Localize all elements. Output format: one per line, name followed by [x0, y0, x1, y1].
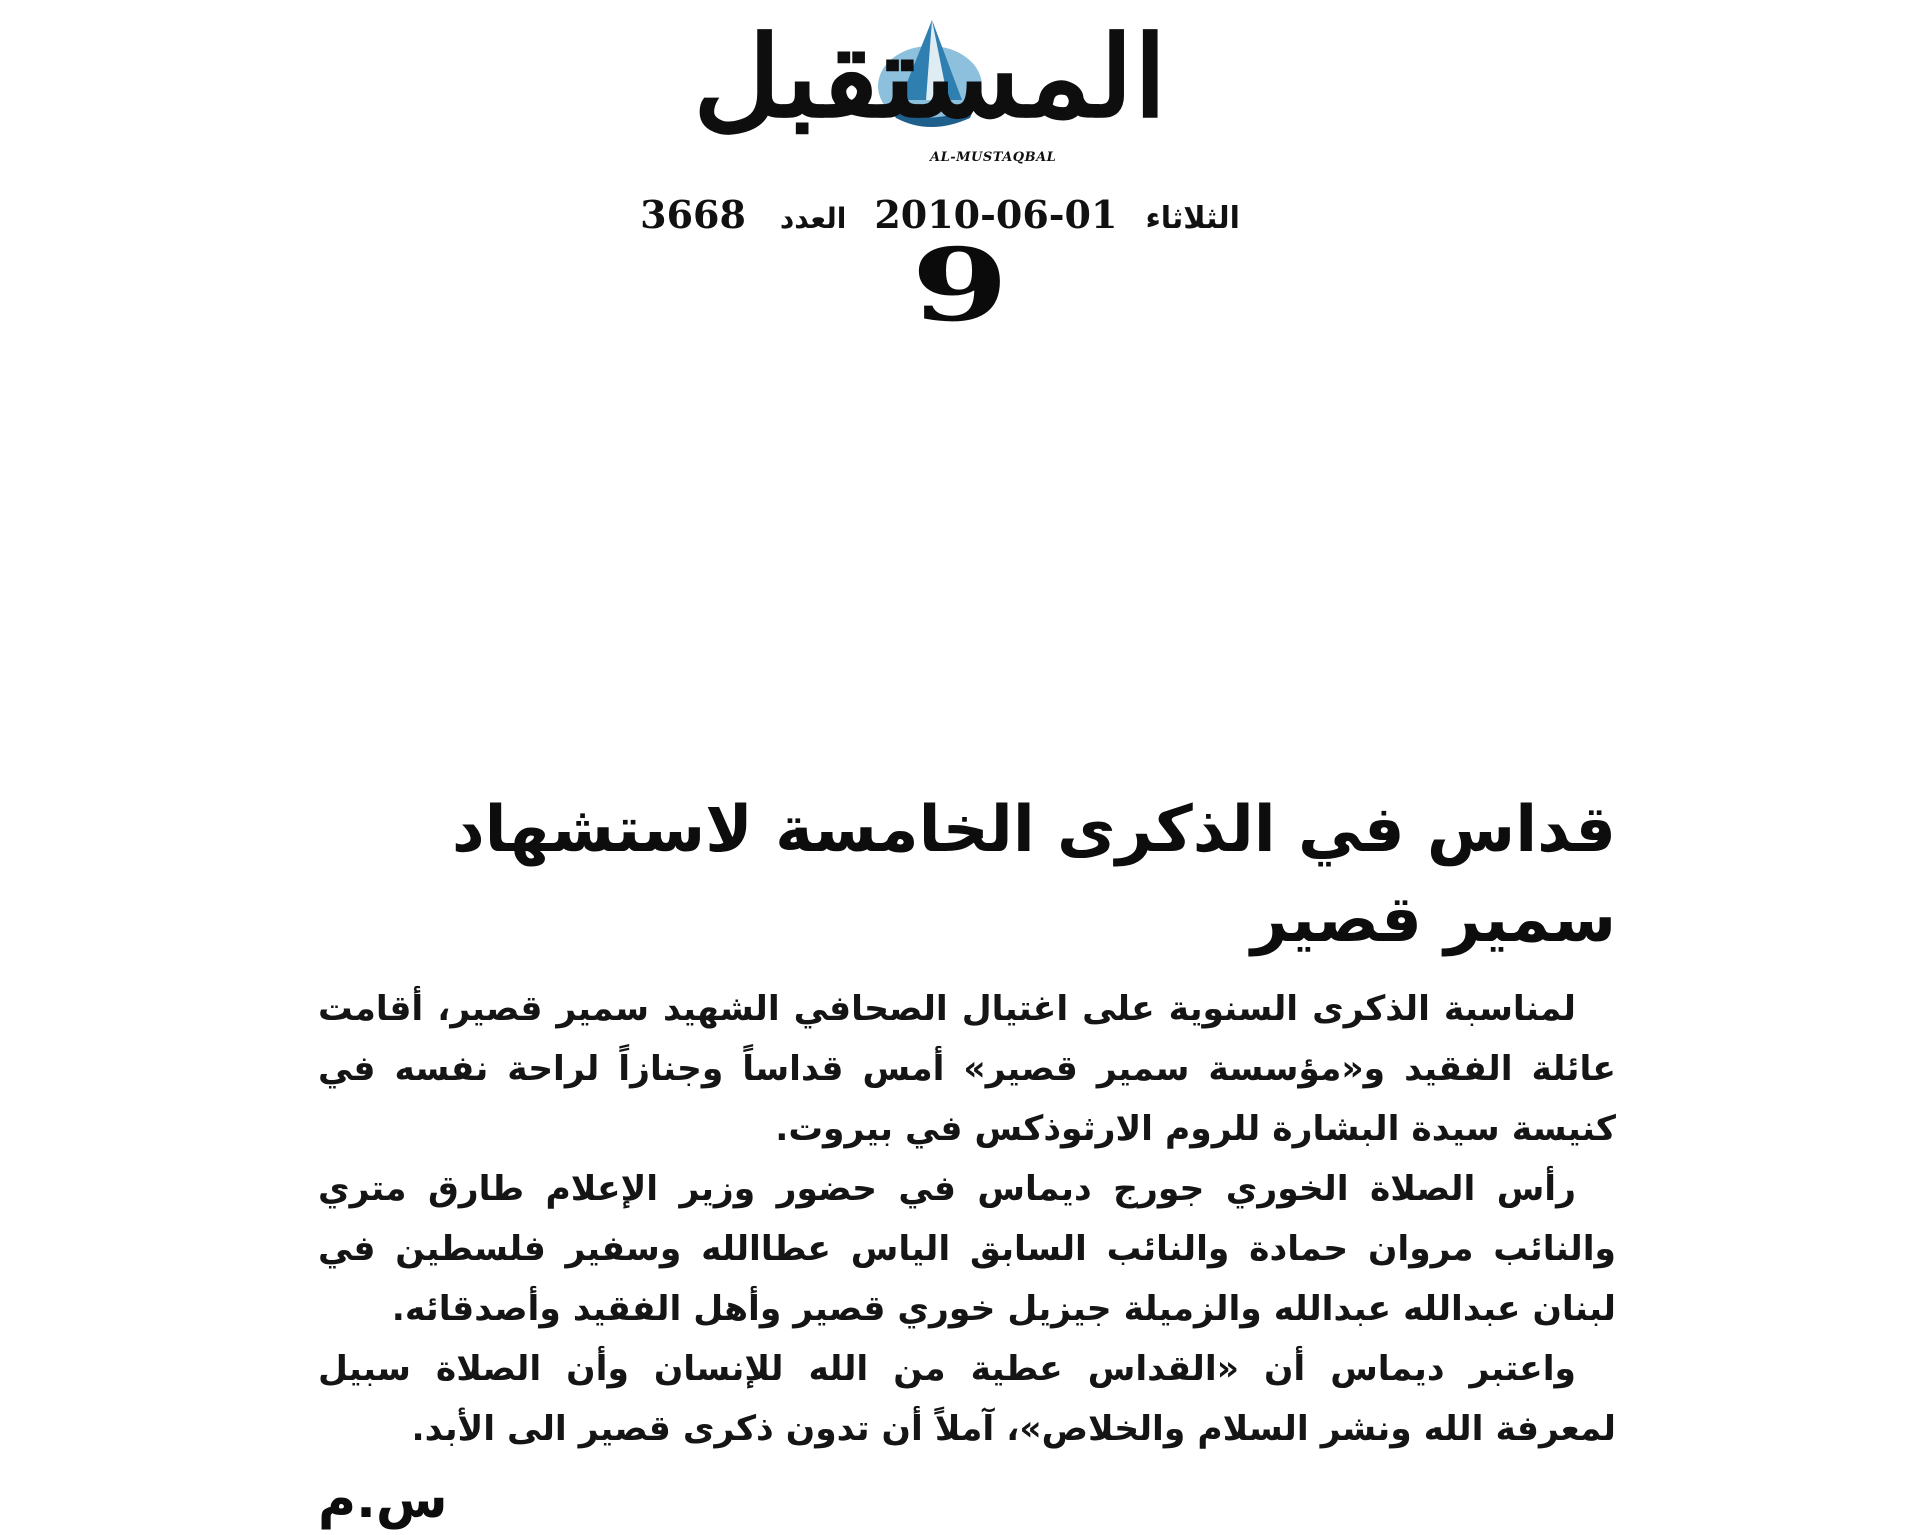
article [318, 785, 1616, 1535]
author-signature: س.م [318, 1470, 448, 1530]
page-number: 9 [911, 226, 1009, 344]
article-paragraph: واعتبر ديماس أن «القداس عطية من الله للإنسان وأن الصلاة سبيل لمعرفة الله ونشر السلام والخلاص»، آملاً أن تدون ذكرى قصير الى الأبد. [318, 1349, 1616, 1449]
masthead [0, 0, 1920, 344]
logo-wordmark: المستقبل [692, 12, 1168, 143]
logo-latin-text: AL-MUSTAQBAL [930, 150, 1057, 165]
article-paragraph: لمناسبة الذكرى السنوية على اغتيال الصحافي الشهيد سمير قصير، أقامت عائلة الفقيد و«مؤسسة سمير قصير» أمس قداساً وجنازاً لراحة نفسه في كنيسة سيدة البشارة للروم الارثوذكس في بيروت. [318, 989, 1616, 1149]
article-body [318, 979, 1616, 1459]
issue-date: 2010-06-01 [874, 192, 1118, 237]
article-paragraph: رأس الصلاة الخوري جورج ديماس في حضور وزير الإعلام طارق متري والنائب مروان حمادة والنائب السابق الياس عطاالله وسفير فلسطين في لبنان عبدالله عبدالله والزميلة جيزيل خوري قصير وأهل الفقيد وأصدقائه. [318, 1169, 1616, 1329]
issue-label: العدد [779, 202, 847, 235]
issue-number: 3668 [640, 192, 746, 237]
issue-day: الثلاثاء [1145, 201, 1240, 236]
article-headline: قداس في الذكرى الخامسة لاستشهاد سمير قصير [451, 793, 1616, 957]
